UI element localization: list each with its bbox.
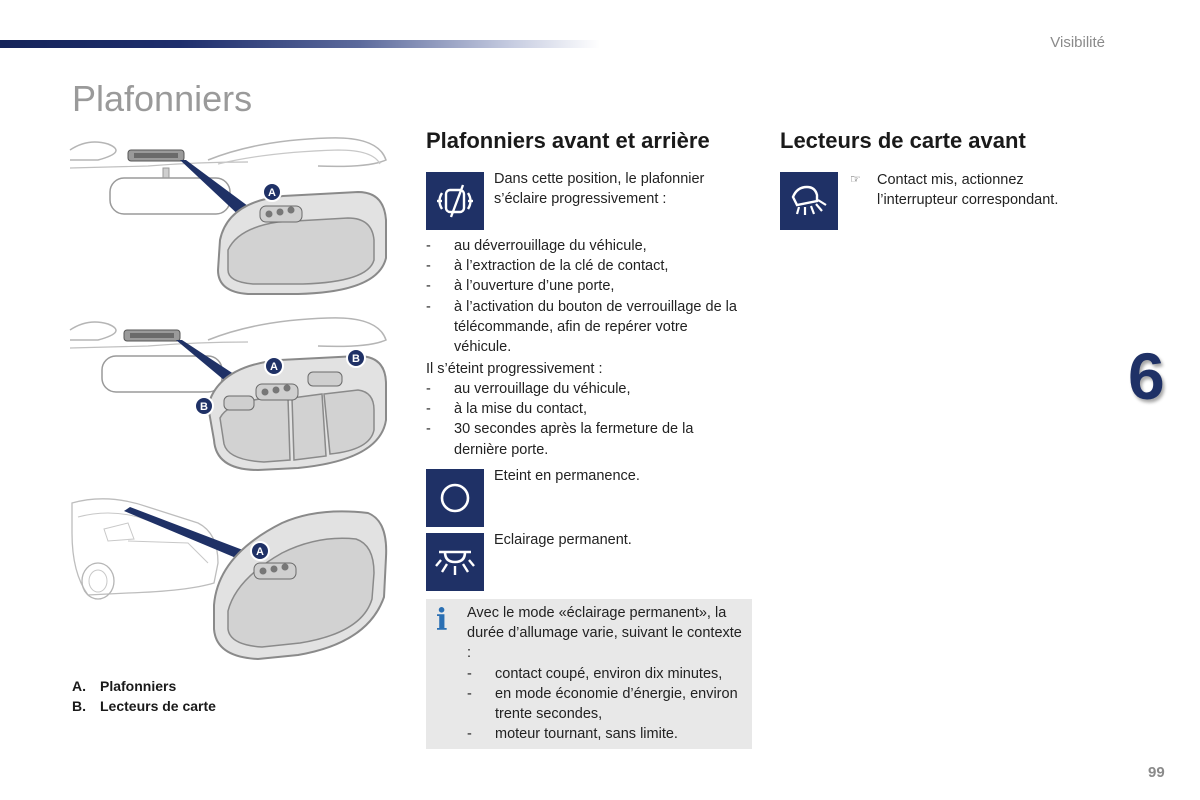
- list-item: - contact coupé, environ dix minutes,: [467, 664, 747, 684]
- list-item: - au déverrouillage du véhicule,: [426, 236, 746, 256]
- list-item: - à l’extraction de la clé de contact,: [426, 256, 746, 276]
- switch-off-intro: Il s’éteint progressivement :: [426, 361, 603, 377]
- page-title: Plafonniers: [72, 78, 253, 119]
- front-ceiling-light-illustration: [68, 130, 398, 300]
- callout-a-label: A: [256, 546, 264, 558]
- ceiling-light-icon: [426, 533, 484, 591]
- progressive-intro: Dans cette position, le plafonnier s’éclaire progressivement :: [494, 171, 705, 208]
- caption-key: A.: [72, 678, 86, 694]
- list-item: - en mode économie d’énergie, environ trente secondes,: [467, 684, 747, 724]
- callout-b-label: B: [352, 353, 360, 365]
- door-light-icon: [426, 172, 484, 230]
- rear-ceiling-light-illustration: [68, 493, 398, 668]
- ceiling-light-and-map-readers-illustration: [68, 310, 398, 485]
- map-reading-light-icon: [780, 172, 838, 230]
- switch-on-conditions-list: [426, 236, 746, 357]
- chapter-number: 6: [1128, 339, 1165, 413]
- list-item: - à l’ouverture d’une porte,: [426, 276, 746, 296]
- section-heading-ceiling-lights: Plafonniers avant et arrière: [426, 128, 710, 153]
- callout-b-label: B: [200, 401, 208, 413]
- caption-item: [72, 676, 216, 696]
- caption-label: Lecteurs de carte: [100, 698, 216, 714]
- caption-item: [72, 696, 216, 716]
- list-item: - à la mise du contact,: [426, 399, 746, 419]
- info-box: [426, 599, 752, 749]
- info-icon: i: [436, 603, 448, 638]
- section-label: Visibilité: [1050, 34, 1105, 51]
- callout-a-label: A: [270, 361, 278, 373]
- on-mode-text: Eclairage permanent.: [494, 532, 632, 548]
- caption-label: Plafonniers: [100, 678, 177, 694]
- list-item: - moteur tournant, sans limite.: [467, 724, 747, 744]
- list-item: - 30 secondes après la fermeture de la dernière porte.: [426, 419, 746, 459]
- off-mode-text: Eteint en permanence.: [494, 468, 640, 484]
- list-item: - à l’activation du bouton de verrouillage de la télécommande, afin de repérer votre véhicule.: [426, 297, 746, 358]
- list-item: - au verrouillage du véhicule,: [426, 379, 746, 399]
- section-heading-map-readers: Lecteurs de carte avant: [780, 128, 1026, 153]
- info-list: [467, 664, 747, 745]
- circle-off-icon: [426, 469, 484, 527]
- figure-captions: [72, 676, 216, 716]
- header-gradient-bar: [0, 40, 600, 48]
- switch-off-conditions-list: [426, 379, 746, 460]
- info-intro: Avec le mode «éclairage permanent», la durée d’allumage varie, suivant le contexte :: [467, 605, 742, 662]
- callout-a-label: A: [268, 187, 276, 199]
- info-text: [467, 603, 747, 744]
- caption-key: B.: [72, 698, 86, 714]
- map-reader-text: Contact mis, actionnez l’interrupteur correspondant.: [877, 172, 1059, 209]
- pointing-hand-icon: ☞: [850, 172, 861, 186]
- page-number: 99: [1148, 764, 1165, 781]
